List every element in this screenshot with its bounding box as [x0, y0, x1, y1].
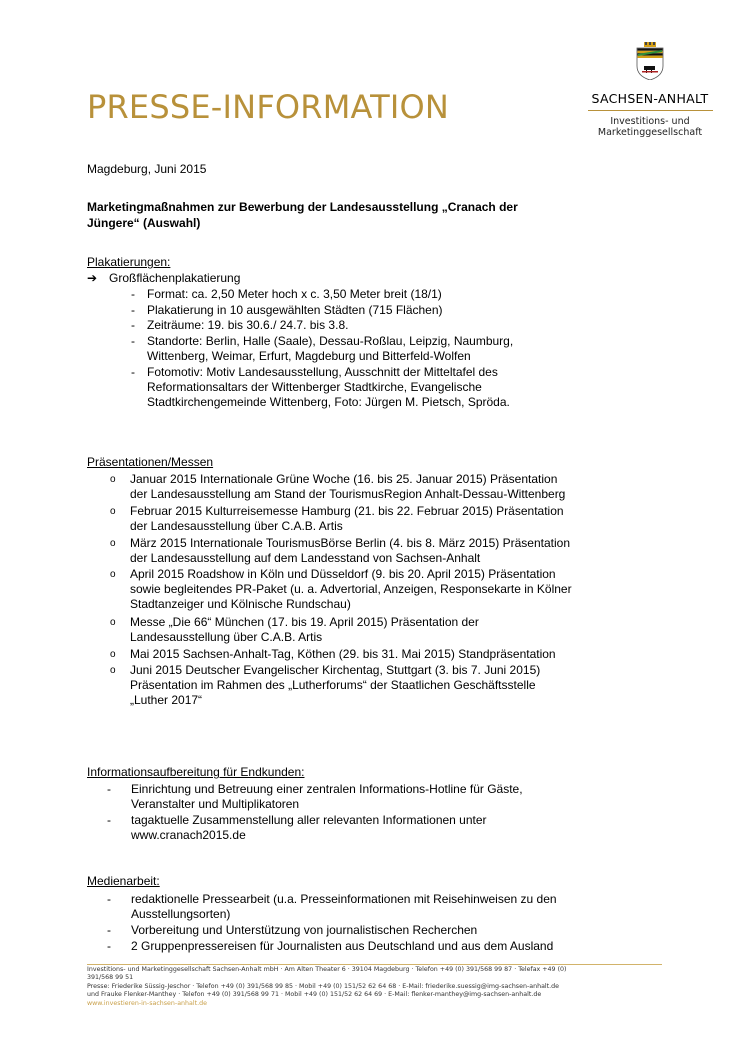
plakatierung-item-line: Reformationsaltars der Wittenberger Stadtkirche, Evangelische — [147, 380, 482, 394]
medien-item-line: Vorbereitung und Unterstützung von journalistischen Recherchen — [131, 923, 478, 938]
dash-bullet: - — [107, 938, 111, 953]
medien-item-line: 2 Gruppenpressereisen für Journalisten aus Deutschland und aus dem Ausland — [131, 938, 554, 953]
state-name: SACHSEN-ANHALT — [591, 91, 709, 106]
section-heading-medienarbeit: Medienarbeit: — [87, 874, 160, 888]
footer-website-link[interactable]: www.investieren-in-sachsen-anhalt.de — [87, 999, 207, 1007]
section-heading-endkunden: Informationsaufbereitung für Endkunden: — [87, 765, 305, 779]
footer-line-2: 391/568 99 51 — [87, 974, 134, 982]
dateline: Magdeburg, Juni 2015 — [87, 162, 207, 176]
praesentation-item-line: Stadtanzeiger und Kölnische Rundschau) — [130, 597, 351, 612]
coat-of-arms-icon — [635, 42, 665, 80]
endkunden-item-line: Einrichtung und Betreuung einer zentralen Informations-Hotline für Gäste, — [131, 782, 523, 796]
circle-bullet: o — [110, 648, 116, 660]
praesentation-item-line: der Landesausstellung am Stand der TourismusRegion Anhalt-Dessau-Wittenberg — [130, 487, 566, 501]
arrow-item-label: Großflächenplakatierung — [109, 271, 241, 285]
dash-bullet: - — [107, 782, 111, 796]
praesentation-item-line: „Luther 2017“ — [130, 692, 203, 707]
logo-divider — [588, 110, 713, 111]
praesentation-item-line: der Landesausstellung auf dem Landesstand von Sachsen-Anhalt — [130, 550, 481, 565]
logo-subtitle-2: Marketinggesellschaft — [597, 127, 703, 138]
circle-bullet: o — [110, 569, 116, 581]
dash-bullet: - — [107, 813, 111, 828]
headline-line-1: Marketingmaßnahmen zur Bewerbung der Landesausstellung „Cranach der — [87, 200, 518, 214]
arrow-right-icon: ➔ — [87, 271, 98, 285]
endkunden-item-line: Veranstalter und Multiplikatoren — [131, 797, 300, 811]
praesentation-item-line: Messe „Die 66“ München (17. bis 19. April 2015) Präsentation der — [130, 615, 479, 630]
praesentation-item-line: März 2015 Internationale TourismusBörse Berlin (4. bis 8. März 2015) Präsentation — [130, 535, 570, 550]
dash-bullet: - — [131, 318, 135, 333]
footer-line-3: Presse: Friederike Süssig-Jeschor · Telefon +49 (0) 391/568 99 85 · Mobil +49 (0) 151/52 62 64 68 · E-Mail: friederike.suessig@img-sachsen-anhalt.de — [87, 982, 560, 990]
circle-bullet: o — [110, 537, 116, 549]
plakatierung-item-line: Standorte: Berlin, Halle (Saale), Dessau-Roßlau, Leipzig, Naumburg, — [147, 333, 514, 348]
praesentation-item-line: Januar 2015 Internationale Grüne Woche (16. bis 25. Januar 2015) Präsentation — [130, 472, 558, 486]
section-heading-praesentationen: Präsentationen/Messen — [87, 455, 214, 469]
dash-bullet: - — [107, 892, 111, 906]
footer-line-1: Investitions- und Marketinggesellschaft Sachsen-Anhalt mbH · Am Alten Theater 6 · 39104 Magdeburg · Telefon +49 (0) 391/568 99 87 · Telefax +49 (0) — [87, 966, 567, 973]
circle-bullet: o — [110, 664, 116, 676]
praesentation-item-line: April 2015 Roadshow in Köln und Düsseldorf (9. bis 20. April 2015) Präsentation — [130, 567, 556, 582]
dash-bullet: - — [131, 302, 135, 317]
dash-bullet: - — [107, 923, 111, 938]
plakatierung-item-line: Format: ca. 2,50 Meter hoch x c. 3,50 Meter breit (18/1) — [147, 287, 442, 301]
plakatierung-item-line: Wittenberg, Weimar, Erfurt, Magdeburg und Bitterfeld-Wolfen — [147, 348, 471, 363]
praesentation-item-line: der Landesausstellung über C.A.B. Artis — [130, 518, 343, 533]
praesentation-item-line: Mai 2015 Sachsen-Anhalt-Tag, Köthen (29. bis 31. Mai 2015) Standpräsentation — [130, 646, 556, 661]
praesentation-item-line: Juni 2015 Deutscher Evangelischer Kirchentag, Stuttgart (3. bis 7. Juni 2015) — [130, 662, 541, 677]
circle-bullet: o — [110, 474, 116, 485]
circle-bullet: o — [110, 505, 116, 517]
plakatierung-item-line: Zeiträume: 19. bis 30.6./ 24.7. bis 3.8. — [147, 318, 349, 333]
circle-bullet: o — [110, 617, 116, 629]
plakatierung-item-line: Fotomotiv: Motiv Landesausstellung, Ausschnitt der Mitteltafel des — [147, 365, 498, 379]
praesentation-item-line: Februar 2015 Kulturreisemesse Hamburg (21. bis 22. Februar 2015) Präsentation — [130, 503, 564, 518]
plakatierung-item-line: Plakatierung in 10 ausgewählten Städten (715 Flächen) — [147, 302, 443, 317]
praesentation-item-line: Präsentation im Rahmen des „Lutherforums“ der Staatlichen Geschäftsstelle — [130, 677, 536, 692]
dash-bullet: - — [131, 365, 135, 379]
footer-line-4: und Frauke Flenker-Manthey · Telefon +49 (0) 391/568 99 71 · Mobil +49 (0) 151/52 62 64 69 · E-Mail: flenker-manthey@img-sachsen-anhalt.de — [87, 991, 542, 999]
headline-line-2: Jüngere“ (Auswahl) — [87, 216, 201, 230]
headline — [87, 199, 518, 231]
praesentation-item-line: sowie begleitendes PR-Paket (u. a. Advertorial, Anzeigen, Responsekarte in Kölner — [130, 582, 572, 597]
footer — [87, 966, 566, 1008]
medien-item-line: Ausstellungsorten) — [131, 907, 231, 921]
sachsen-anhalt-logo — [576, 42, 724, 146]
endkunden-item-line: tagaktuelle Zusammenstellung aller relevanten Informationen unter — [131, 813, 487, 828]
logo-subtitle-1: Investitions- und — [610, 116, 690, 127]
plakatierung-item-line: Stadtkirchengemeinde Wittenberg, Foto: Jürgen M. Pietsch, Spröda. — [147, 395, 510, 409]
dash-bullet: - — [131, 287, 135, 301]
footer-divider — [87, 964, 662, 965]
page-title: PRESSE-INFORMATION — [87, 88, 450, 126]
dash-bullet: - — [131, 333, 135, 348]
endkunden-item-line: www.cranach2015.de — [131, 828, 246, 843]
praesentation-item-line: Landesausstellung über C.A.B. Artis — [130, 630, 323, 645]
section-heading-plakatierungen: Plakatierungen: — [87, 255, 171, 269]
medien-item-line: redaktionelle Pressearbeit (u.a. Presseinformationen mit Reisehinweisen zu den — [131, 892, 557, 906]
